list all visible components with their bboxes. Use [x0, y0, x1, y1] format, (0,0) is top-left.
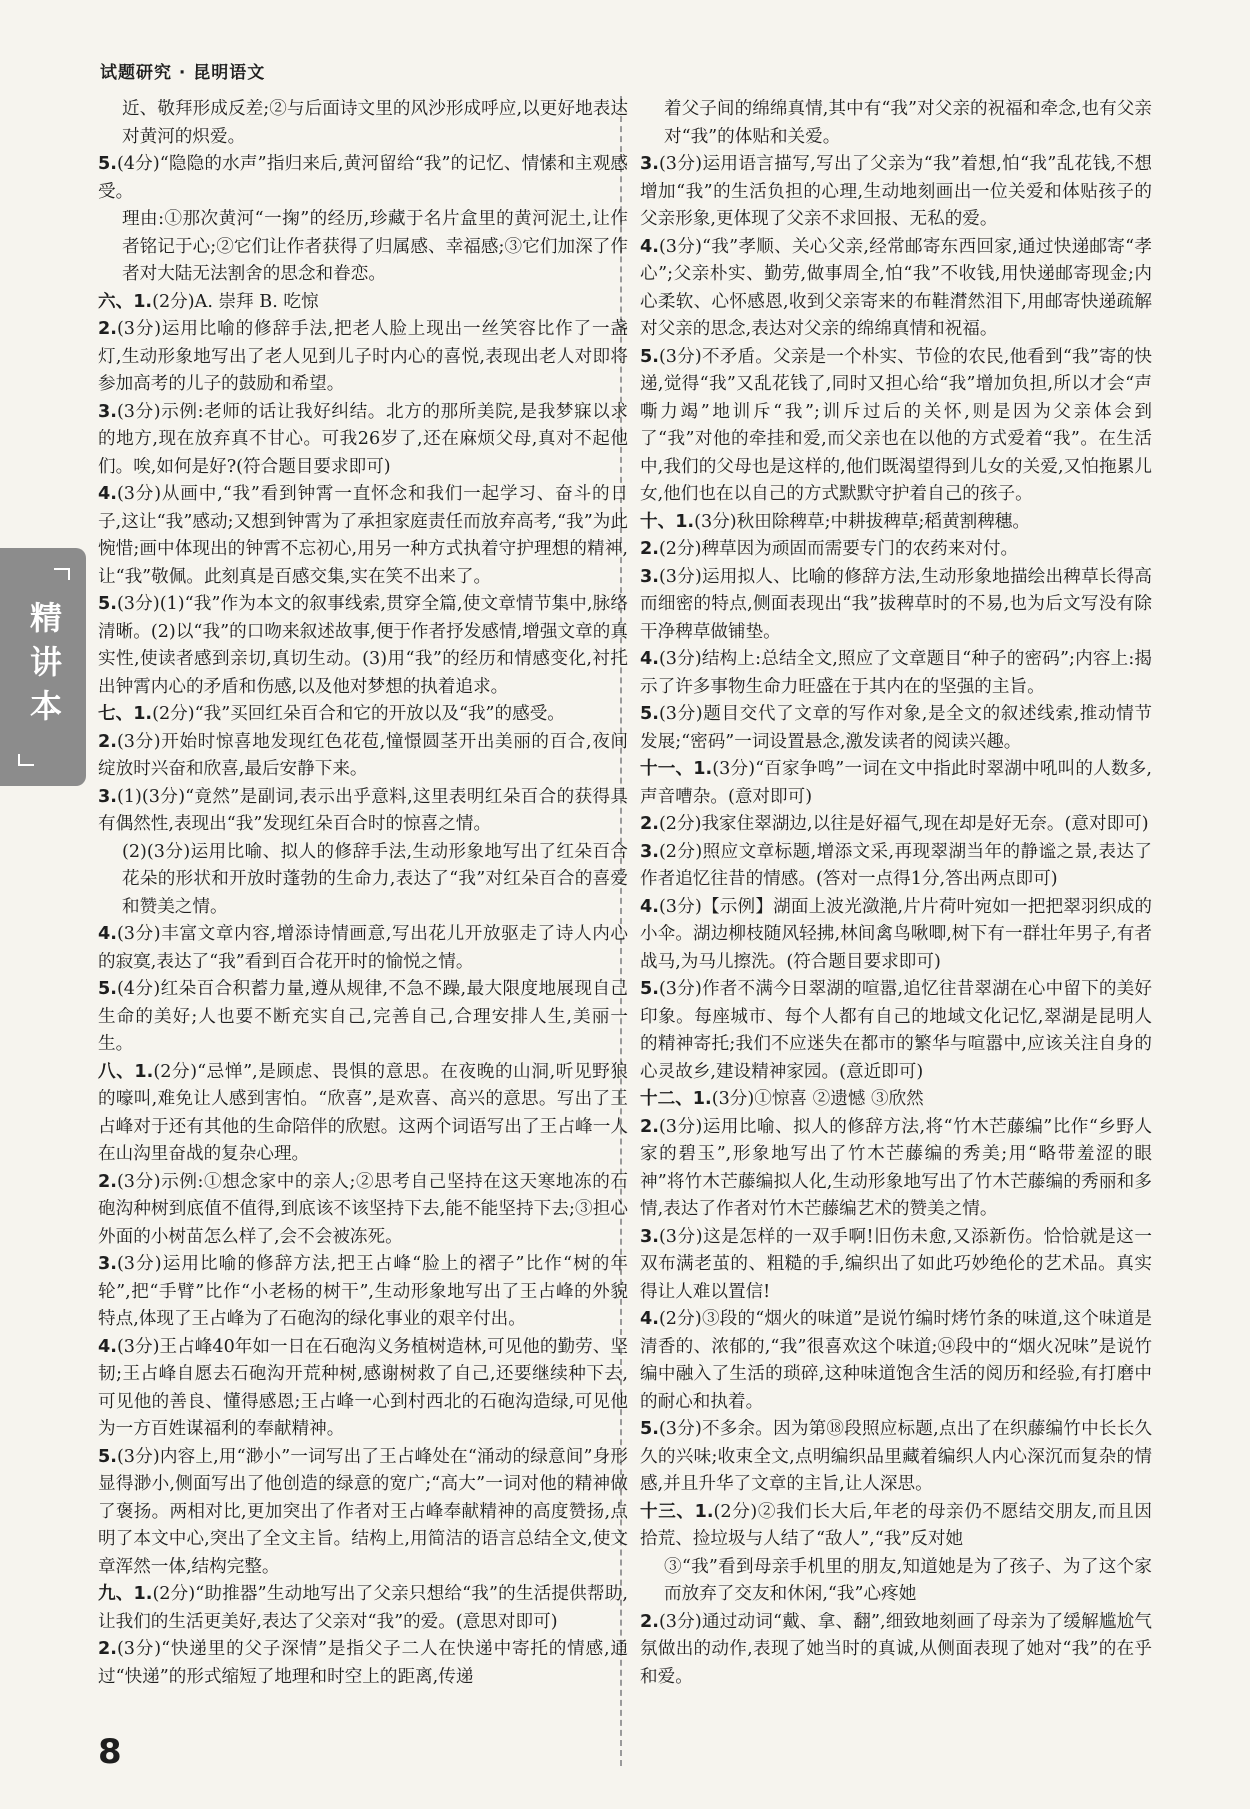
answer-item — [98, 839, 628, 922]
bracket-top-icon — [54, 568, 70, 580]
answer-text: (2分)“助推器”生动地写出了父亲只想给“我”的生活提供帮助,让我们的生活更美好,表达了父亲对“我”的爱。(意思对即可) — [98, 1584, 628, 1632]
answer-text: (3分)从画中,“我”看到钟霄一直怀念和我们一起学习、奋斗的日子,这让“我”感动;又想到钟霄为了承担家庭责任而放弃高考,“我”为此惋惜;画中体现出的钟霄不忘初心,用另一种方式执着守护理想的精神,让“我”敬佩。此刻真是百感交集,实在笑不出来了。 — [98, 484, 628, 587]
question-number: 5. — [640, 346, 659, 367]
answer-item — [640, 564, 1152, 647]
answer-text: (3分)示例:①想念家中的亲人;②思考自己坚持在这天寒地冻的石砲沟种树到底值不值得,到底该不该坚持下去,能不能坚持下去;③担心外面的小树苗怎么样了,会不会被冻死。 — [98, 1171, 628, 1247]
answer-text: (3分)【示例】湖面上波光潋滟,片片荷叶宛如一把把翠羽织成的小伞。湖边柳枝随风轻拂,林间禽鸟啾唧,树下有一群壮年男子,有者战马,为马儿擦洗。(符合题目要求即可) — [640, 896, 1152, 972]
answer-item — [640, 646, 1152, 701]
question-number: 5. — [640, 704, 659, 724]
question-number: 4. — [640, 896, 659, 917]
answer-item — [98, 701, 628, 729]
answer-text: (3分)示例:老师的话让我好纠结。北方的那所美院,是我梦寐以求的地方,现在放弃真不甘心。可我26岁了,还在麻烦父母,真对不起他们。唉,如何是好?(符合题目要求即可) — [98, 401, 628, 477]
answer-text: (3分)内容上,用“渺小”一词写出了王占峰处在“涌动的绿意间”身形显得渺小,侧面写出了他创造的绿意的宽广;“高大”一词对他的精神做了褒扬。两相对比,更加突出了作者对王占峰奉献精神的高度赞扬,点明了本文中心,突出了全文主旨。结构上,用简洁的语言总结全文,使文章浑然一体,结构完整。 — [98, 1446, 628, 1577]
question-number: 2. — [640, 814, 659, 834]
answer-text: (2分)照应文章标题,增添文采,再现翠湖当年的静谧之景,表达了作者追忆往昔的情感。(答对一点得1分,答出两点即可) — [640, 841, 1152, 889]
question-number: 十一、1. — [640, 759, 713, 779]
answer-item — [640, 344, 1152, 509]
answer-item — [98, 1169, 628, 1252]
question-number: 4. — [640, 236, 659, 257]
question-number: 3. — [98, 786, 117, 807]
answer-text: (2分)②我们长大后,年老的母亲仍不愿结交朋友,而且因拾荒、捡垃圾与人结了“敌人”,“我”反对她 — [640, 1501, 1152, 1549]
answer-text: (3分)这是怎样的一双手啊!旧伤未愈,又添新伤。恰恰就是这一双布满老茧的、粗糙的手,编织出了如此巧妙绝伦的艺术品。真实得让人难以置信! — [640, 1226, 1152, 1302]
answer-item — [98, 289, 628, 317]
answer-text: (3分)“我”孝顺、关心父亲,经常邮寄东西回家,通过快递邮寄“孝心”;父亲朴实、勤劳,做事周全,怕“我”不收钱,用快递邮寄现金;内心柔软、心怀感恩,收到父亲寄来的布鞋潸然泪下,用邮寄快递疏解对父亲的思念,表达对父亲的绵绵真情和祝福。 — [640, 236, 1152, 339]
answer-item — [98, 1059, 628, 1169]
question-number: 5. — [98, 154, 117, 174]
answer-text: (3分)不多余。因为第⑱段照应标题,点出了在织藤编竹中长长久久的兴味;收束全文,点明编织品里藏着编织人内心深沉而复杂的情感,并且升华了文章的主旨,让人深思。 — [640, 1419, 1152, 1494]
side-tab-label: 精讲本 — [29, 599, 62, 725]
answer-item — [640, 1224, 1152, 1307]
question-number: 十二、1. — [640, 1089, 712, 1109]
answer-item — [98, 316, 628, 399]
answer-text: (3分)结构上:总结全文,照应了文章题目“种子的密码”;内容上:揭示了许多事物生命力旺盛在于其内在的坚强的主旨。 — [640, 649, 1152, 697]
answer-item — [640, 151, 1152, 234]
right-column — [640, 96, 1152, 1691]
page-header: 试题研究 · 昆明语文 — [100, 63, 266, 83]
question-number: 4. — [640, 649, 659, 669]
answer-item — [640, 1609, 1152, 1692]
question-number: 5. — [98, 1446, 117, 1467]
answer-text: (3分)运用比喻的修辞方法,把王占峰“脸上的褶子”比作“树的年轮”,把“手臂”比作“小老杨的树干”,生动形象地写出了王占峰的外貌特点,体现了王占峰为了石砲沟的绿化事业的艰辛付出。 — [98, 1254, 628, 1329]
answer-text: (2分)③段的“烟火的味道”是说竹编时烤竹条的味道,这个味道是清香的、浓郁的,“我”很喜欢这个味道;⑭段中的“烟火况味”是说竹编中融入了生活的琐碎,这种味道饱含生活的阅历和经验,有打磨中的耐心和执着。 — [640, 1309, 1152, 1412]
question-number: 六、1. — [98, 291, 153, 312]
question-number: 3. — [640, 1226, 659, 1247]
answer-text: (3分)运用比喻、拟人的修辞方法,将“竹木芒藤编”比作“乡野人家的碧玉”,形象地写出了竹木芒藤编的秀美;用“略带羞涩的眼神”将竹木芒藤编拟人化,生动形象地写出了竹木芒藤编的秀丽和多情,表达了作者对竹木芒藤编艺术的赞美之情。 — [640, 1116, 1152, 1219]
question-number: 3. — [98, 1254, 117, 1274]
answer-text: (3分)作者不满今日翠湖的喧嚣,追忆往昔翠湖在心中留下的美好印象。每座城市、每个人都有自己的地域文化记忆,翠湖是昆明人的精神寄托;我们不应迷失在都市的繁华与喧嚣中,应该关注自身的心灵故乡,建设精神家园。(意近即可) — [640, 979, 1152, 1082]
question-number: 5. — [98, 594, 117, 614]
question-number: 八、1. — [98, 1061, 154, 1082]
answer-item — [640, 756, 1152, 811]
question-number: 2. — [640, 1116, 659, 1137]
answer-item — [640, 509, 1152, 537]
answer-text: (3分)开始时惊喜地发现红色花苞,憧憬圆茎开出美丽的百合,夜间绽放时兴奋和欣喜,最后安静下来。 — [98, 731, 628, 779]
answer-text: (2分)稗草因为顽固而需要专门的农药来对付。 — [658, 539, 1019, 559]
answer-text: (2分)A. 崇拜 B. 吃惊 — [152, 291, 319, 312]
answer-item — [640, 1416, 1152, 1499]
answer-item — [98, 976, 628, 1059]
answer-item — [98, 591, 628, 701]
answer-text: (3分)运用语言描写,写出了父亲为“我”着想,怕“我”乱花钱,不想增加“我”的生活负担的心理,生动地刻画出一位关爱和体贴孩子的父亲形象,更体现了父亲不求回报、无私的爱。 — [640, 154, 1152, 229]
answer-item — [98, 96, 628, 151]
answer-text: (3分)①惊喜 ②遗憾 ③欣然 — [711, 1089, 924, 1109]
question-number: 2. — [98, 1639, 117, 1659]
answer-item — [98, 1444, 628, 1582]
answer-item — [98, 1334, 628, 1444]
question-number: 十三、1. — [640, 1501, 714, 1522]
answer-item — [98, 1581, 628, 1636]
answer-item — [98, 921, 628, 976]
answer-item — [98, 729, 628, 784]
answer-item — [640, 1086, 1152, 1114]
bracket-bottom-icon — [18, 754, 34, 766]
answer-item — [640, 894, 1152, 977]
question-number: 2. — [640, 539, 659, 559]
answer-text: (4分)红朵百合积蓄力量,遵从规律,不急不躁,最大限度地展现自己生命的美好;人也要不断充实自己,完善自己,合理安排人生,美丽一生。 — [98, 979, 628, 1054]
answer-text: (2分)“我”买回红朵百合和它的开放以及“我”的感受。 — [152, 704, 565, 724]
answer-text: (3分)“百家争鸣”一词在文中指此时翠湖中吼叫的人数多,声音嘈杂。(意对即可) — [640, 759, 1152, 807]
answer-text: 理由:①那次黄河“一掬”的经历,珍藏于名片盒里的黄河泥土,让作者铭记于心;②它们让作者获得了归属感、幸福感;③它们加深了作者对大陆无法割舍的思念和眷恋。 — [122, 209, 628, 284]
answer-text: (1)(3分)“竟然”是副词,表示出乎意料,这里表明红朵百合的获得具有偶然性,表现出“我”发现红朵百合时的惊喜之情。 — [98, 786, 628, 834]
question-number: 九、1. — [98, 1584, 153, 1604]
answer-text: (2分)我家住翠湖边,以往是好福气,现在却是好无奈。(意对即可) — [658, 814, 1149, 834]
question-number: 4. — [98, 924, 117, 944]
answer-text: (4分)“隐隐的水声”指归来后,黄河留给“我”的记忆、情愫和主观感受。 — [98, 154, 628, 202]
question-number: 5. — [640, 979, 659, 999]
question-number: 4. — [98, 484, 117, 504]
answer-item — [98, 1636, 628, 1691]
question-number: 3. — [98, 401, 117, 422]
answer-text: (3分)运用比喻的修辞手法,把老人脸上现出一丝笑容比作了一盏灯,生动形象地写出了老人见到儿子时内心的喜悦,表现出老人对即将参加高考的儿子的鼓励和希望。 — [98, 319, 628, 394]
answer-item — [98, 151, 628, 206]
answer-item — [98, 1251, 628, 1334]
question-number: 2. — [98, 731, 117, 752]
answer-item — [98, 784, 628, 839]
question-number: 七、1. — [98, 704, 153, 724]
answer-item — [640, 1499, 1152, 1554]
answer-item — [640, 96, 1152, 151]
question-number: 2. — [640, 1611, 659, 1632]
answer-text: (3分)王占峰40年如一日在石砲沟义务植树造林,可见他的勤劳、坚韧;王占峰自愿去石砲沟开荒种树,感谢树救了自己,还要继续种下去,可见他的善良、懂得感恩;王占峰一心到村西北的石砲沟造绿,可见他为一方百姓谋福利的奉献精神。 — [98, 1336, 628, 1439]
question-number: 3. — [640, 154, 659, 174]
side-tab — [0, 548, 86, 786]
answer-item — [640, 701, 1152, 756]
answer-item — [640, 234, 1152, 344]
answer-text: 近、敬拜形成反差;②与后面诗文里的风沙形成呼应,以更好地表达对黄河的炽爱。 — [122, 99, 628, 147]
question-number: 5. — [640, 1419, 659, 1439]
answer-text: (3分)通过动词“戴、拿、翻”,细致地刻画了母亲为了缓解尴尬气氛做出的动作,表现了她当时的真诚,从侧面表现了她对“我”的在乎和爱。 — [640, 1611, 1152, 1687]
left-column — [98, 96, 628, 1691]
answer-item — [98, 399, 628, 482]
answer-text: (3分)运用拟人、比喻的修辞方法,生动形象地描绘出稗草长得高而细密的特点,侧面表现出“我”拔稗草时的不易,也为后文写没有除干净稗草做铺垫。 — [640, 566, 1152, 642]
answer-text: (3分)不矛盾。父亲是一个朴实、节俭的农民,他看到“我”寄的快递,觉得“我”又乱花钱了,同时又担心给“我”增加负担,所以才会“声嘶力竭”地训斥“我”;训斥过后的关怀,则是因为父亲体会到了“我”对他的牵挂和爱,而父亲也在以他的方式爱着“我”。在生活中,我们的父母也是这样的,他们既渴望得到儿女的关爱,又怕拖累儿女,他们也在以自己的方式默默守护着自己的孩子。 — [640, 346, 1152, 504]
answer-item — [98, 481, 628, 591]
page-number: 8 — [98, 1732, 122, 1772]
answer-text: ③“我”看到母亲手机里的朋友,知道她是为了孩子、为了这个家而放弃了交友和休闲,“我”心疼她 — [664, 1556, 1152, 1604]
answer-item — [640, 1306, 1152, 1416]
answer-item — [640, 1554, 1152, 1609]
answer-text: (3分)(1)“我”作为本文的叙事线索,贯穿全篇,使文章情节集中,脉络清晰。(2)以“我”的口吻来叙述故事,便于作者抒发感情,增强文章的真实性,使读者感到亲切,真切生动。(3)用“我”的经历和情感变化,衬托出钟霄内心的矛盾和伤感,以及他对梦想的执着追求。 — [98, 594, 628, 697]
question-number: 2. — [98, 319, 117, 339]
question-number: 4. — [98, 1336, 117, 1357]
question-number: 2. — [98, 1171, 117, 1192]
answer-text: (3分)秋田除稗草;中耕拔稗草;稻黄割稗穗。 — [694, 511, 1030, 532]
question-number: 十、1. — [640, 511, 695, 532]
answer-item — [640, 811, 1152, 839]
answer-text: (3分)丰富文章内容,增添诗情画意,写出花儿开放驱走了诗人内心的寂寞,表达了“我”看到百合花开时的愉悦之情。 — [98, 924, 628, 972]
question-number: 3. — [640, 841, 659, 862]
answer-text: (2分)“忌惮”,是顾虑、畏惧的意思。在夜晚的山洞,听见野狼的嚎叫,难免让人感到害怕。“欣喜”,是欢喜、高兴的意思。写出了王占峰对于还有其他的生命陪伴的欣慰。这两个词语写出了王占峰一人在山沟里奋战的复杂心理。 — [98, 1061, 628, 1164]
answer-text: (3分)“快递里的父子深情”是指父子二人在快递中寄托的情感,通过“快递”的形式缩短了地理和时空上的距离,传递 — [98, 1639, 628, 1687]
answer-text: (2)(3分)运用比喻、拟人的修辞手法,生动形象地写出了红朵百合花朵的形状和开放时蓬勃的生命力,表达了“我”对红朵百合的喜爱和赞美之情。 — [122, 841, 628, 917]
question-number: 4. — [640, 1309, 659, 1329]
answer-item — [640, 976, 1152, 1086]
question-number: 3. — [640, 566, 659, 587]
answer-item — [640, 536, 1152, 564]
answer-item — [640, 1114, 1152, 1224]
answer-item — [98, 206, 628, 289]
answer-text: (3分)题目交代了文章的写作对象,是全文的叙述线索,推动情节发展;“密码”一词设置悬念,激发读者的阅读兴趣。 — [640, 704, 1152, 752]
answer-text: 着父子间的绵绵真情,其中有“我”对父亲的祝福和牵念,也有父亲对“我”的体贴和关爱。 — [664, 99, 1152, 147]
question-number: 5. — [98, 979, 117, 999]
answer-item — [640, 839, 1152, 894]
